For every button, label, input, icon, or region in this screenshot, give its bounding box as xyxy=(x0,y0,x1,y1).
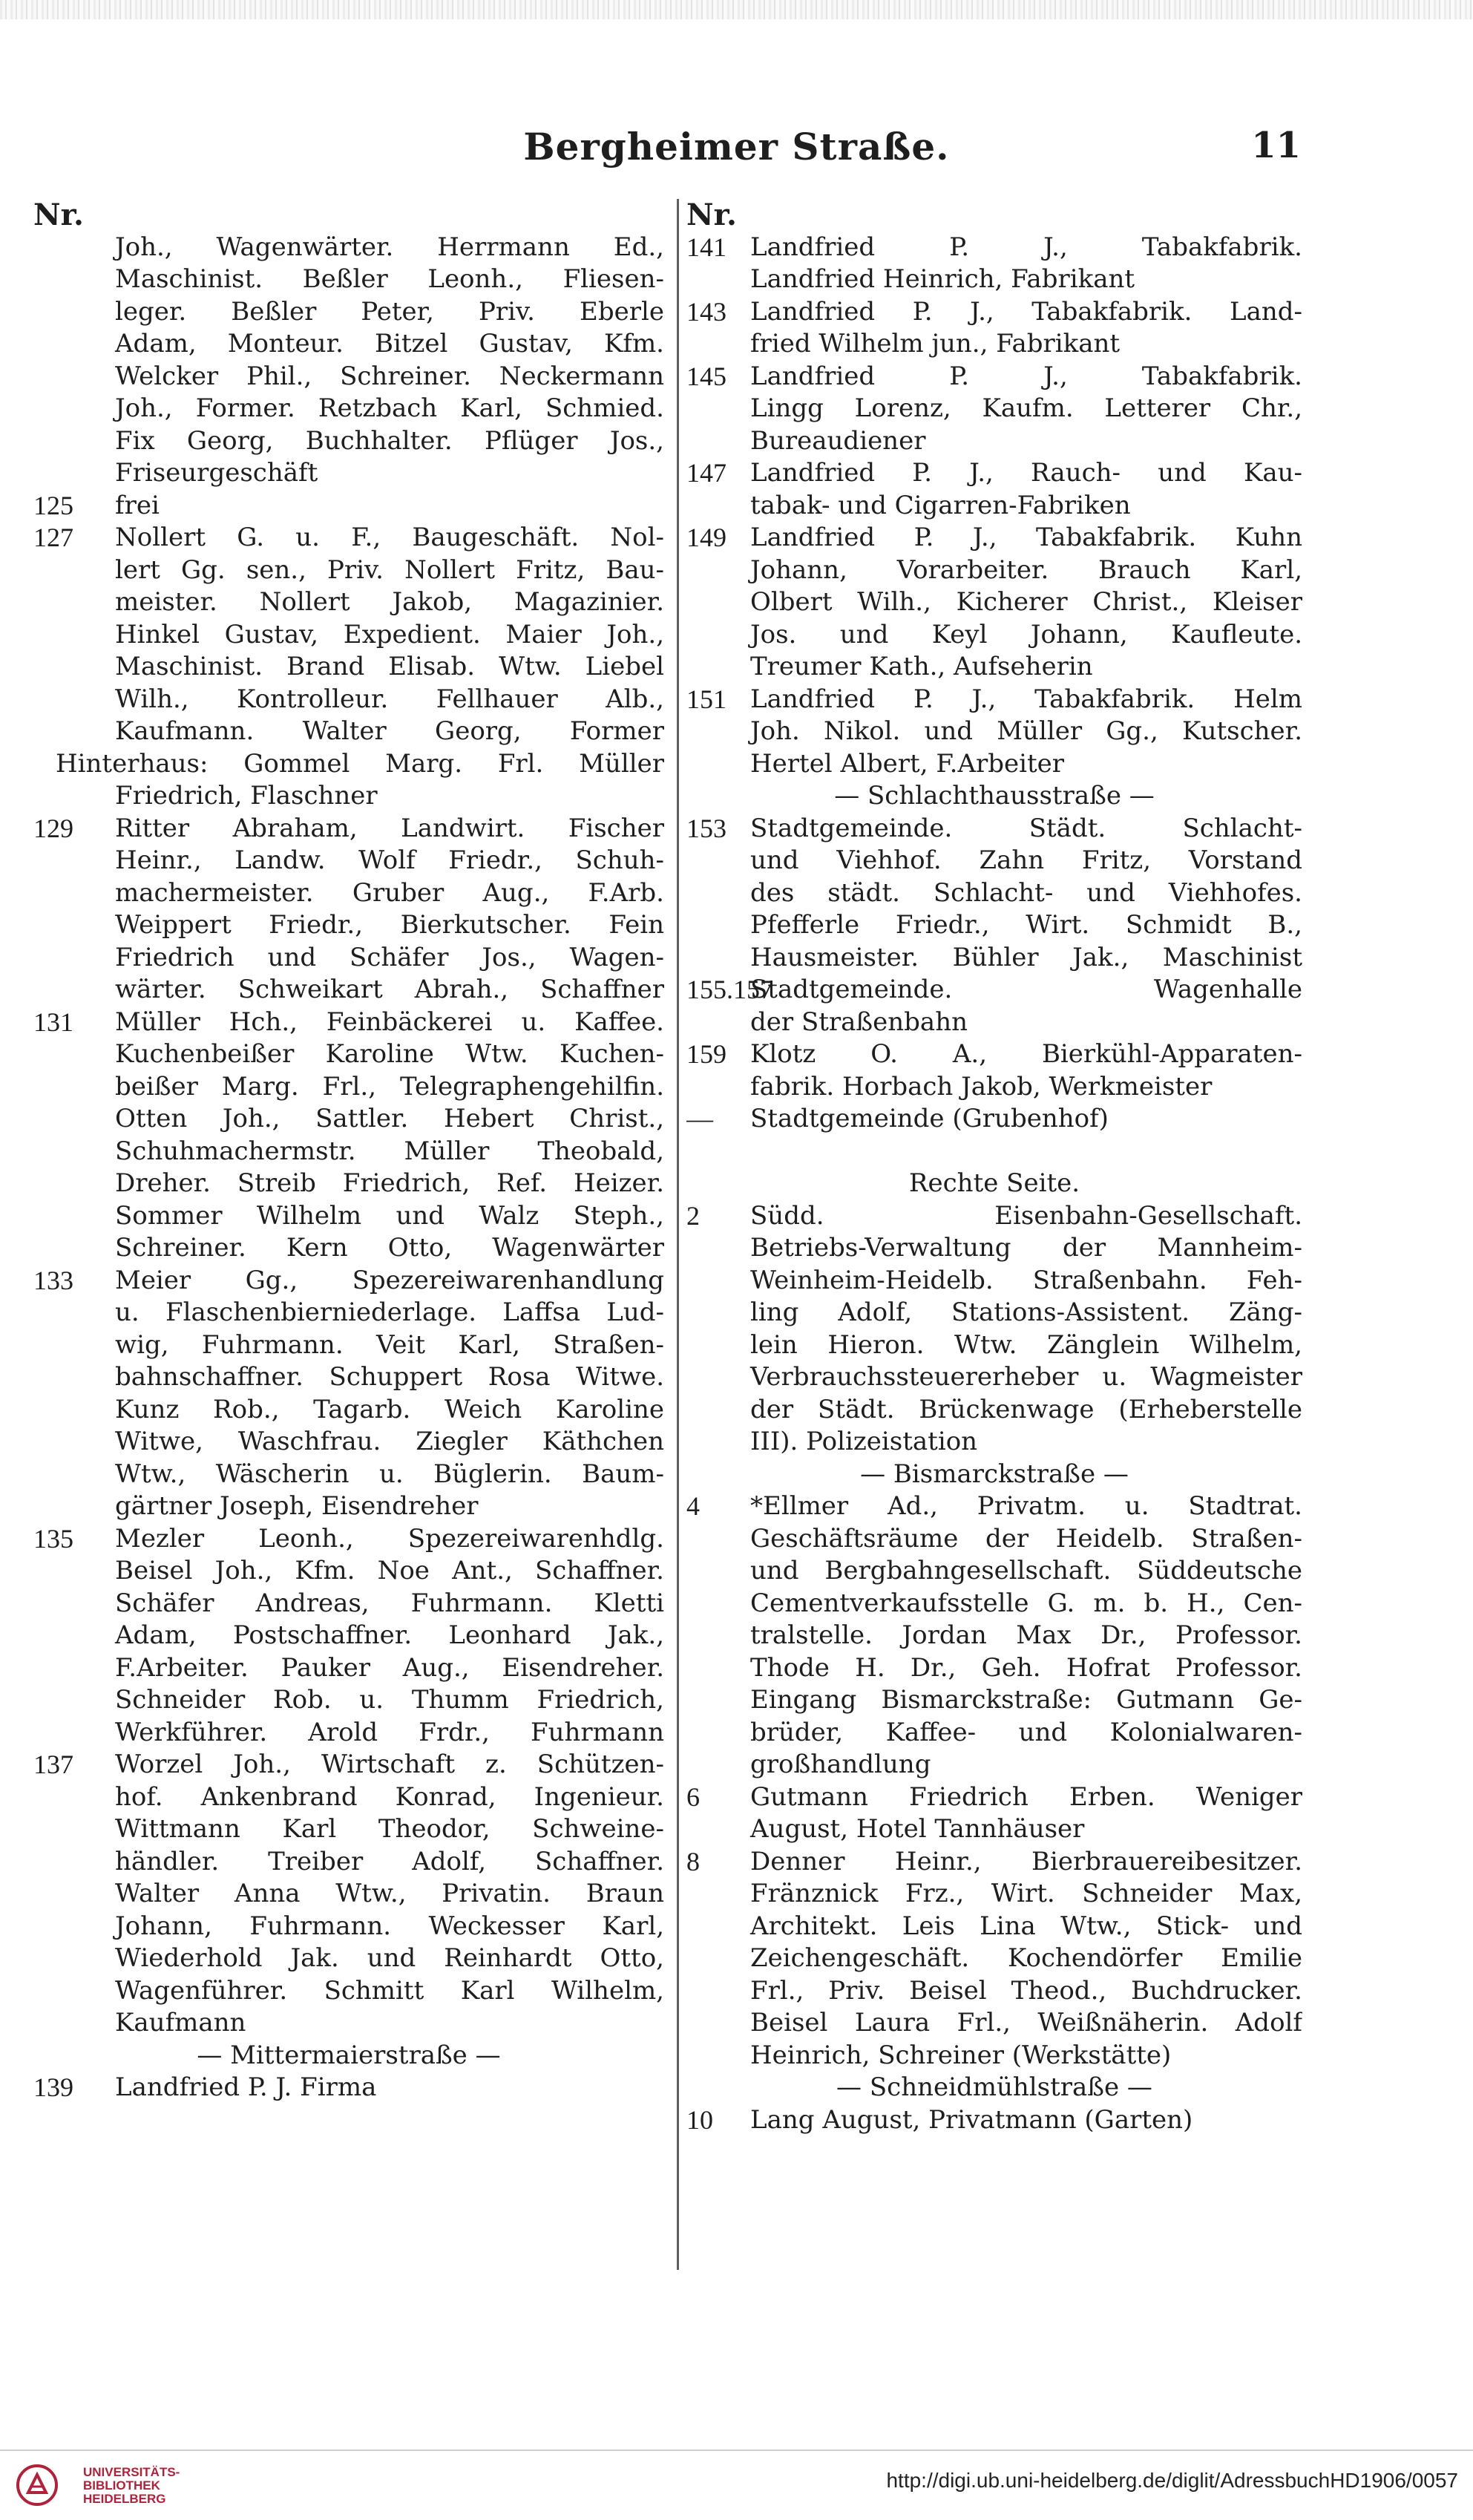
directory-line xyxy=(686,425,1302,458)
directory-line xyxy=(686,264,1302,296)
directory-line xyxy=(33,1168,664,1200)
entry-text: der Städt. Brückenwage (Erheberstelle xyxy=(750,1394,1302,1424)
source-url[interactable] xyxy=(886,2469,1458,2493)
entry-text: beißer Marg. Frl., Telegraphengehilfin. xyxy=(115,1071,664,1102)
entry-text: Schreiner. Kern Otto, Wagenwärter xyxy=(115,1233,664,1263)
directory-line xyxy=(686,1136,1302,1168)
house-number: 143 xyxy=(686,296,726,327)
directory-line xyxy=(33,1136,664,1168)
entry-text: brüder, Kaffee- und Kolonialwaren- xyxy=(750,1717,1302,1747)
entry-text: Treumer Kath., Aufseherin xyxy=(750,652,1093,681)
directory-line xyxy=(686,1523,1302,1556)
directory-line xyxy=(33,684,664,716)
directory-line xyxy=(33,1652,664,1685)
entry-text: ling Adolf, Stations-Assistent. Zäng- xyxy=(750,1297,1302,1327)
directory-line xyxy=(33,1071,664,1104)
entry-text: lein Hieron. Wtw. Zänglein Wilhelm, xyxy=(750,1329,1302,1360)
entry-text: Frl., Priv. Beisel Theod., Buchdrucker. xyxy=(750,1975,1302,2006)
entry-text: Kunz Rob., Tagarb. Weich Karoline xyxy=(115,1394,664,1424)
entry-text: Landfried P. J., Tabakfabrik. Helm xyxy=(750,684,1302,714)
entry-text: und Viehhof. Zahn Fritz, Vorstand xyxy=(750,845,1302,875)
entry-text: Fränznick Frz., Wirt. Schneider Max, xyxy=(750,1879,1302,1908)
entry-text: Klotz O. A., Bierkühl-Apparaten- xyxy=(750,1039,1302,1069)
entry-text: bahnschaffner. Schuppert Rosa Witwe. xyxy=(115,1362,664,1392)
directory-line xyxy=(686,490,1302,523)
directory-line xyxy=(686,232,1302,264)
entry-text: Lingg Lorenz, Kaufm. Letterer Chr., xyxy=(750,393,1302,423)
entry-text: Ritter Abraham, Landwirt. Fischer xyxy=(115,813,664,843)
left-column xyxy=(33,199,664,2104)
entry-text: Landfried P. J., Tabakfabrik. Land- xyxy=(750,296,1302,327)
entry-text: und Bergbahngesellschaft. Süddeutsche xyxy=(750,1556,1302,1585)
directory-line xyxy=(686,1038,1302,1071)
directory-line xyxy=(686,1749,1302,1781)
nr-label: Nr. xyxy=(686,199,737,232)
directory-line xyxy=(33,1684,664,1717)
entry-text: Johann, Vorarbeiter. Brauch Karl, xyxy=(750,554,1302,585)
directory-line xyxy=(33,619,664,652)
entry-text: Worzel Joh., Wirtschaft z. Schützen- xyxy=(115,1750,664,1779)
entry-text: Kaufmann xyxy=(115,2008,246,2038)
house-number: 10 xyxy=(686,2104,713,2135)
directory-line xyxy=(686,1620,1302,1652)
running-title: Bergheimer Straße. xyxy=(523,125,950,168)
directory-line xyxy=(686,716,1302,748)
entry-text: Nollert G. u. F., Baugeschäft. Nol- xyxy=(115,523,664,552)
page-header xyxy=(0,125,1473,177)
entry-text: Kaufmann. Walter Georg, Former xyxy=(115,716,664,746)
entry-text: Joh., Former. Retzbach Karl, Schmied. xyxy=(115,393,664,423)
directory-line xyxy=(686,2072,1302,2104)
directory-line xyxy=(33,1717,664,1750)
entry-text: Landfried P. J., Rauch- und Kau- xyxy=(750,458,1302,488)
directory-line xyxy=(686,1394,1302,1427)
entry-text: Zeichengeschäft. Kochendörfer Emilie xyxy=(750,1943,1302,1973)
university-seal-icon xyxy=(15,2463,59,2507)
entry-text: Gutmann Friedrich Erben. Weniger xyxy=(750,1781,1302,1812)
directory-line xyxy=(33,1813,664,1846)
directory-line xyxy=(33,1911,664,1943)
house-number: 131 xyxy=(33,1007,73,1037)
directory-line xyxy=(686,1717,1302,1750)
directory-line xyxy=(33,845,664,877)
entry-text: Jos. und Keyl Johann, Kaufleute. xyxy=(750,619,1302,649)
directory-line xyxy=(33,1103,664,1136)
house-number: 159 xyxy=(686,1039,726,1069)
entry-text: Witwe, Waschfrau. Ziegler Käthchen xyxy=(115,1427,664,1456)
directory-line xyxy=(33,425,664,458)
directory-line xyxy=(686,1555,1302,1588)
directory-line xyxy=(686,1975,1302,2008)
entry-text: Friedrich, Flaschner xyxy=(115,781,378,811)
directory-line xyxy=(33,942,664,975)
entry-text: Maschinist. Brand Elisab. Wtw. Liebel xyxy=(115,652,664,681)
directory-line xyxy=(686,1684,1302,1717)
directory-line xyxy=(686,361,1302,393)
entry-text: Wiederhold Jak. und Reinhardt Otto, xyxy=(115,1943,664,1973)
directory-line xyxy=(33,1394,664,1427)
house-number: 153 xyxy=(686,813,726,843)
entry-text: Weippert Friedr., Bierkutscher. Fein xyxy=(115,910,664,940)
house-number: 8 xyxy=(686,1846,700,1876)
entry-text: gärtner Joseph, Eisendreher xyxy=(115,1491,479,1521)
directory-line xyxy=(33,1781,664,1814)
column-nr-header xyxy=(686,199,1302,232)
entry-text: Geschäftsräume der Heidelb. Straßen- xyxy=(750,1523,1302,1554)
house-number: 151 xyxy=(686,684,726,714)
directory-line xyxy=(686,877,1302,910)
directory-line xyxy=(33,1038,664,1071)
column-nr-header xyxy=(33,199,664,232)
entry-text: Mezler Leonh., Spezereiwarenhdlg. xyxy=(115,1523,664,1554)
house-number: 139 xyxy=(33,2072,73,2102)
right-column xyxy=(686,199,1302,2136)
directory-line xyxy=(686,1490,1302,1523)
page-number: 11 xyxy=(1251,125,1301,166)
directory-line xyxy=(33,909,664,942)
entry-text: Welcker Phil., Schreiner. Neckermann xyxy=(115,361,664,391)
entry-text: Joh. Nikol. und Müller Gg., Kutscher. xyxy=(750,716,1302,746)
entry-text: Müller Hch., Feinbäckerei u. Kaffee. xyxy=(115,1007,664,1037)
entry-text: Meier Gg., Spezereiwarenhandlung xyxy=(115,1265,664,1295)
directory-line xyxy=(33,1975,664,2008)
source-link[interactable]: http://digi.ub.uni-heidelberg.de/diglit/AdressbuchHD1906/0057 xyxy=(886,2469,1458,2492)
entry-text: Schäfer Andreas, Fuhrmann. Kletti xyxy=(115,1588,664,1618)
column-divider xyxy=(677,199,679,2270)
directory-line xyxy=(33,490,664,523)
entry-text: Heinrich, Schreiner (Werkstätte) xyxy=(750,2040,1172,2070)
entry-text: Architekt. Leis Lina Wtw., Stick- und xyxy=(750,1911,1302,1941)
house-number: 155.157 xyxy=(686,975,773,1004)
entry-text: meister. Nollert Jakob, Magazinier. xyxy=(115,587,664,617)
house-number: 127 xyxy=(33,523,73,552)
directory-line xyxy=(686,684,1302,716)
entry-text: tabak- und Cigarren-Fabriken xyxy=(750,490,1131,520)
entry-text: III). Polizeistation xyxy=(750,1427,978,1456)
entry-text: Verbrauchssteuererheber u. Wagmeister xyxy=(750,1362,1302,1392)
entry-text: Sommer Wilhelm und Walz Steph., xyxy=(115,1200,664,1231)
street-heading: Rechte Seite. xyxy=(908,1168,1080,1198)
entry-text: hof. Ankenbrand Konrad, Ingenieur. xyxy=(115,1781,664,1812)
directory-line xyxy=(686,1911,1302,1943)
directory-line xyxy=(686,1878,1302,1911)
directory-line xyxy=(33,1749,664,1781)
entry-text: Beisel Laura Frl., Weißnäherin. Adolf xyxy=(750,2008,1302,2038)
entry-text: des städt. Schlacht- und Viehhofes. xyxy=(750,877,1302,908)
entry-text: wärter. Schweikart Abrah., Schaffner xyxy=(115,975,664,1004)
house-number: 129 xyxy=(33,813,73,843)
house-number: 137 xyxy=(33,1750,73,1779)
entry-text: Johann, Fuhrmann. Weckesser Karl, xyxy=(115,1911,664,1941)
entry-text: lert Gg. sen., Priv. Nollert Fritz, Bau- xyxy=(115,554,664,585)
directory-line xyxy=(33,1523,664,1556)
directory-line xyxy=(33,974,664,1007)
entry-text: Olbert Wilh., Kicherer Christ., Kleiser xyxy=(750,587,1302,617)
house-number: 145 xyxy=(686,361,726,391)
house-number: 135 xyxy=(33,1523,73,1554)
entry-text: Hausmeister. Bühler Jak., Maschinist xyxy=(750,942,1302,972)
directory-line xyxy=(33,586,664,619)
directory-line xyxy=(33,296,664,329)
entry-text: Walter Anna Wtw., Privatin. Braun xyxy=(115,1879,664,1908)
nr-label: Nr. xyxy=(33,199,84,232)
directory-line xyxy=(686,1846,1302,1879)
entry-text: frei xyxy=(115,490,160,520)
entry-text: Wagenführer. Schmitt Karl Wilhelm, xyxy=(115,1975,664,2006)
directory-line xyxy=(33,1943,664,1975)
directory-line xyxy=(686,1007,1302,1039)
entry-text: Cementverkaufsstelle G. m. b. H., Cen- xyxy=(750,1588,1302,1618)
directory-line xyxy=(686,780,1302,813)
directory-line xyxy=(33,2007,664,2040)
entry-text: händler. Treiber Adolf, Schaffner. xyxy=(115,1846,664,1876)
entry-text: Landfried P. J., Tabakfabrik. Kuhn xyxy=(750,523,1302,552)
entry-text: u. Flaschenbierniederlage. Laffsa Lud- xyxy=(115,1297,664,1327)
directory-line xyxy=(686,1232,1302,1265)
entry-text: wig, Fuhrmann. Veit Karl, Straßen- xyxy=(115,1329,664,1360)
entry-text: Otten Joh., Sattler. Hebert Christ., xyxy=(115,1104,664,1133)
entry-text: Landfried P. J., Tabakfabrik. xyxy=(750,361,1302,391)
directory-line xyxy=(686,651,1302,684)
directory-line xyxy=(33,877,664,910)
directory-line xyxy=(33,748,664,781)
directory-line xyxy=(686,1652,1302,1685)
directory-line xyxy=(686,522,1302,554)
directory-line xyxy=(686,1103,1302,1136)
directory-line xyxy=(33,1361,664,1394)
directory-line xyxy=(33,1200,664,1233)
entry-text: August, Hotel Tannhäuser xyxy=(750,1814,1085,1844)
house-number: 147 xyxy=(686,458,726,488)
directory-line xyxy=(686,2104,1302,2137)
entry-text: großhandlung xyxy=(750,1750,931,1779)
directory-line xyxy=(33,522,664,554)
directory-line xyxy=(33,554,664,587)
directory-line xyxy=(33,1329,664,1362)
directory-line xyxy=(686,1459,1302,1491)
entry-text: Hinterhaus: Gommel Marg. Frl. Müller xyxy=(56,748,664,779)
directory-line xyxy=(686,586,1302,619)
directory-line xyxy=(33,1555,664,1588)
directory-line xyxy=(33,232,664,264)
entry-text: leger. Beßler Peter, Priv. Eberle xyxy=(115,296,664,327)
entry-text: Wtw., Wäscherin u. Büglerin. Baum- xyxy=(115,1459,664,1489)
entry-text: fried Wilhelm jun., Fabrikant xyxy=(750,329,1121,359)
directory-line xyxy=(33,780,664,813)
entry-text: Eingang Bismarckstraße: Gutmann Ge- xyxy=(750,1685,1302,1715)
house-number: — xyxy=(686,1104,713,1133)
entry-text: Kuchenbeißer Karoline Wtw. Kuchen- xyxy=(115,1039,664,1069)
entry-text: Landfried P. J. Firma xyxy=(115,2072,377,2102)
house-number: 125 xyxy=(33,490,73,520)
directory-line xyxy=(686,619,1302,652)
entry-text: Stadtgemeinde (Grubenhof) xyxy=(750,1104,1109,1133)
directory-line xyxy=(686,942,1302,975)
entry-text: machermeister. Gruber Aug., F.Arb. xyxy=(115,877,664,908)
directory-line xyxy=(33,457,664,490)
street-heading: — Mittermaierstraße — xyxy=(197,2040,501,2070)
directory-line xyxy=(686,1781,1302,1814)
entry-text: Adam, Monteur. Bitzel Gustav, Kfm. xyxy=(115,329,664,359)
footer xyxy=(0,2449,1473,2520)
entry-text: Joh., Wagenwärter. Herrmann Ed., xyxy=(115,232,664,262)
entry-text: Friedrich und Schäfer Jos., Wagen- xyxy=(115,942,664,972)
directory-line xyxy=(33,328,664,361)
logo-line: BIBLIOTHEK xyxy=(83,2478,160,2493)
entry-text: Fix Georg, Buchhalter. Pflüger Jos., xyxy=(115,425,664,456)
directory-line xyxy=(686,845,1302,877)
directory-line xyxy=(686,2007,1302,2040)
entry-text: Weinheim-Heidelb. Straßenbahn. Feh- xyxy=(750,1265,1302,1295)
directory-line xyxy=(686,1297,1302,1329)
directory-line xyxy=(686,554,1302,587)
directory-line xyxy=(33,393,664,425)
directory-line xyxy=(33,1588,664,1620)
directory-line xyxy=(33,813,664,845)
house-number: 2 xyxy=(686,1200,700,1231)
entry-text: Südd. Eisenbahn-Gesellschaft. xyxy=(750,1200,1302,1231)
directory-line xyxy=(686,1168,1302,1200)
logo-line: UNIVERSITÄTS- xyxy=(83,2465,180,2479)
directory-line xyxy=(686,1943,1302,1975)
directory-line xyxy=(33,1459,664,1491)
directory-line xyxy=(686,1200,1302,1233)
directory-line xyxy=(33,1265,664,1297)
entry-text: Lang August, Privatmann (Garten) xyxy=(750,2104,1193,2135)
directory-line xyxy=(686,457,1302,490)
logo-line: HEIDELBERG xyxy=(83,2492,166,2506)
entry-text: Dreher. Streib Friedrich, Ref. Heizer. xyxy=(115,1168,664,1198)
directory-line xyxy=(33,1232,664,1265)
directory-line xyxy=(33,1007,664,1039)
directory-line xyxy=(33,1620,664,1652)
house-number: 6 xyxy=(686,1781,700,1812)
entry-text: Pfefferle Friedr., Wirt. Schmidt B., xyxy=(750,910,1302,940)
directory-line xyxy=(686,328,1302,361)
entry-text: Wilh., Kontrolleur. Fellhauer Alb., xyxy=(115,684,664,714)
entry-text: Wittmann Karl Theodor, Schweine- xyxy=(115,1814,664,1844)
directory-line xyxy=(33,2072,664,2104)
entry-text: Heinr., Landw. Wolf Friedr., Schuh- xyxy=(115,845,664,875)
directory-line xyxy=(33,361,664,393)
directory-line xyxy=(33,1846,664,1879)
directory-line xyxy=(686,393,1302,425)
directory-line xyxy=(686,909,1302,942)
directory-line xyxy=(686,813,1302,845)
directory-line xyxy=(686,1071,1302,1104)
entry-text: Landfried Heinrich, Fabrikant xyxy=(750,264,1135,294)
directory-line xyxy=(33,2040,664,2072)
directory-line xyxy=(686,1361,1302,1394)
entry-text: F.Arbeiter. Pauker Aug., Eisendreher. xyxy=(115,1652,664,1683)
entry-text: tralstelle. Jordan Max Dr., Professor. xyxy=(750,1620,1302,1650)
library-logo-text xyxy=(83,2466,180,2506)
entry-text: Stadtgemeinde. Städt. Schlacht- xyxy=(750,813,1302,843)
directory-line xyxy=(33,716,664,748)
entry-text: Beisel Joh., Kfm. Noe Ant., Schaffner. xyxy=(115,1556,664,1585)
entry-text: Stadtgemeinde. Wagenhalle xyxy=(750,975,1302,1004)
entry-text: Schuhmachermstr. Müller Theobald, xyxy=(115,1136,664,1166)
directory-line xyxy=(686,1426,1302,1459)
entry-text: Denner Heinr., Bierbrauereibesitzer. xyxy=(750,1846,1302,1876)
entry-text: Maschinist. Beßler Leonh., Fliesen- xyxy=(115,264,664,294)
directory-line xyxy=(686,1588,1302,1620)
entry-text: Werkführer. Arold Frdr., Fuhrmann xyxy=(115,1717,664,1747)
directory-line xyxy=(33,1297,664,1329)
entry-text: Bureaudiener xyxy=(750,425,926,456)
street-heading: — Schlachthausstraße — xyxy=(834,781,1155,811)
directory-line xyxy=(33,1878,664,1911)
directory-line xyxy=(686,1265,1302,1297)
entry-text: *Ellmer Ad., Privatm. u. Stadtrat. xyxy=(750,1491,1302,1521)
entry-text: fabrik. Horbach Jakob, Werkmeister xyxy=(750,1071,1213,1102)
entry-text: Hertel Albert, F.Arbeiter xyxy=(750,748,1065,779)
entry-text: der Straßenbahn xyxy=(750,1007,968,1037)
entry-text: Landfried P. J., Tabakfabrik. xyxy=(750,232,1302,262)
entry-text: Thode H. Dr., Geh. Hofrat Professor. xyxy=(750,1652,1302,1683)
street-heading: — Schneidmühlstraße — xyxy=(836,2072,1152,2102)
street-heading: — Bismarckstraße — xyxy=(860,1459,1129,1489)
directory-line xyxy=(33,1426,664,1459)
house-number: 4 xyxy=(686,1491,700,1521)
directory-line xyxy=(33,1490,664,1523)
house-number: 141 xyxy=(686,232,726,262)
entry-text: Hinkel Gustav, Expedient. Maier Joh., xyxy=(115,619,664,649)
house-number: 133 xyxy=(33,1265,73,1295)
directory-line xyxy=(33,651,664,684)
directory-line xyxy=(686,296,1302,329)
directory-line xyxy=(686,1329,1302,1362)
house-number: 149 xyxy=(686,523,726,552)
entry-text: Betriebs-Verwaltung der Mannheim- xyxy=(750,1233,1302,1263)
directory-line xyxy=(33,264,664,296)
directory-line xyxy=(686,748,1302,781)
entry-text: Friseurgeschäft xyxy=(115,458,318,488)
directory-line xyxy=(686,2040,1302,2072)
scan-edge-artifact xyxy=(0,0,1473,19)
directory-line xyxy=(686,1813,1302,1846)
entry-text: Adam, Postschaffner. Leonhard Jak., xyxy=(115,1620,664,1650)
directory-line xyxy=(686,974,1302,1007)
entry-text: Schneider Rob. u. Thumm Friedrich, xyxy=(115,1685,664,1715)
